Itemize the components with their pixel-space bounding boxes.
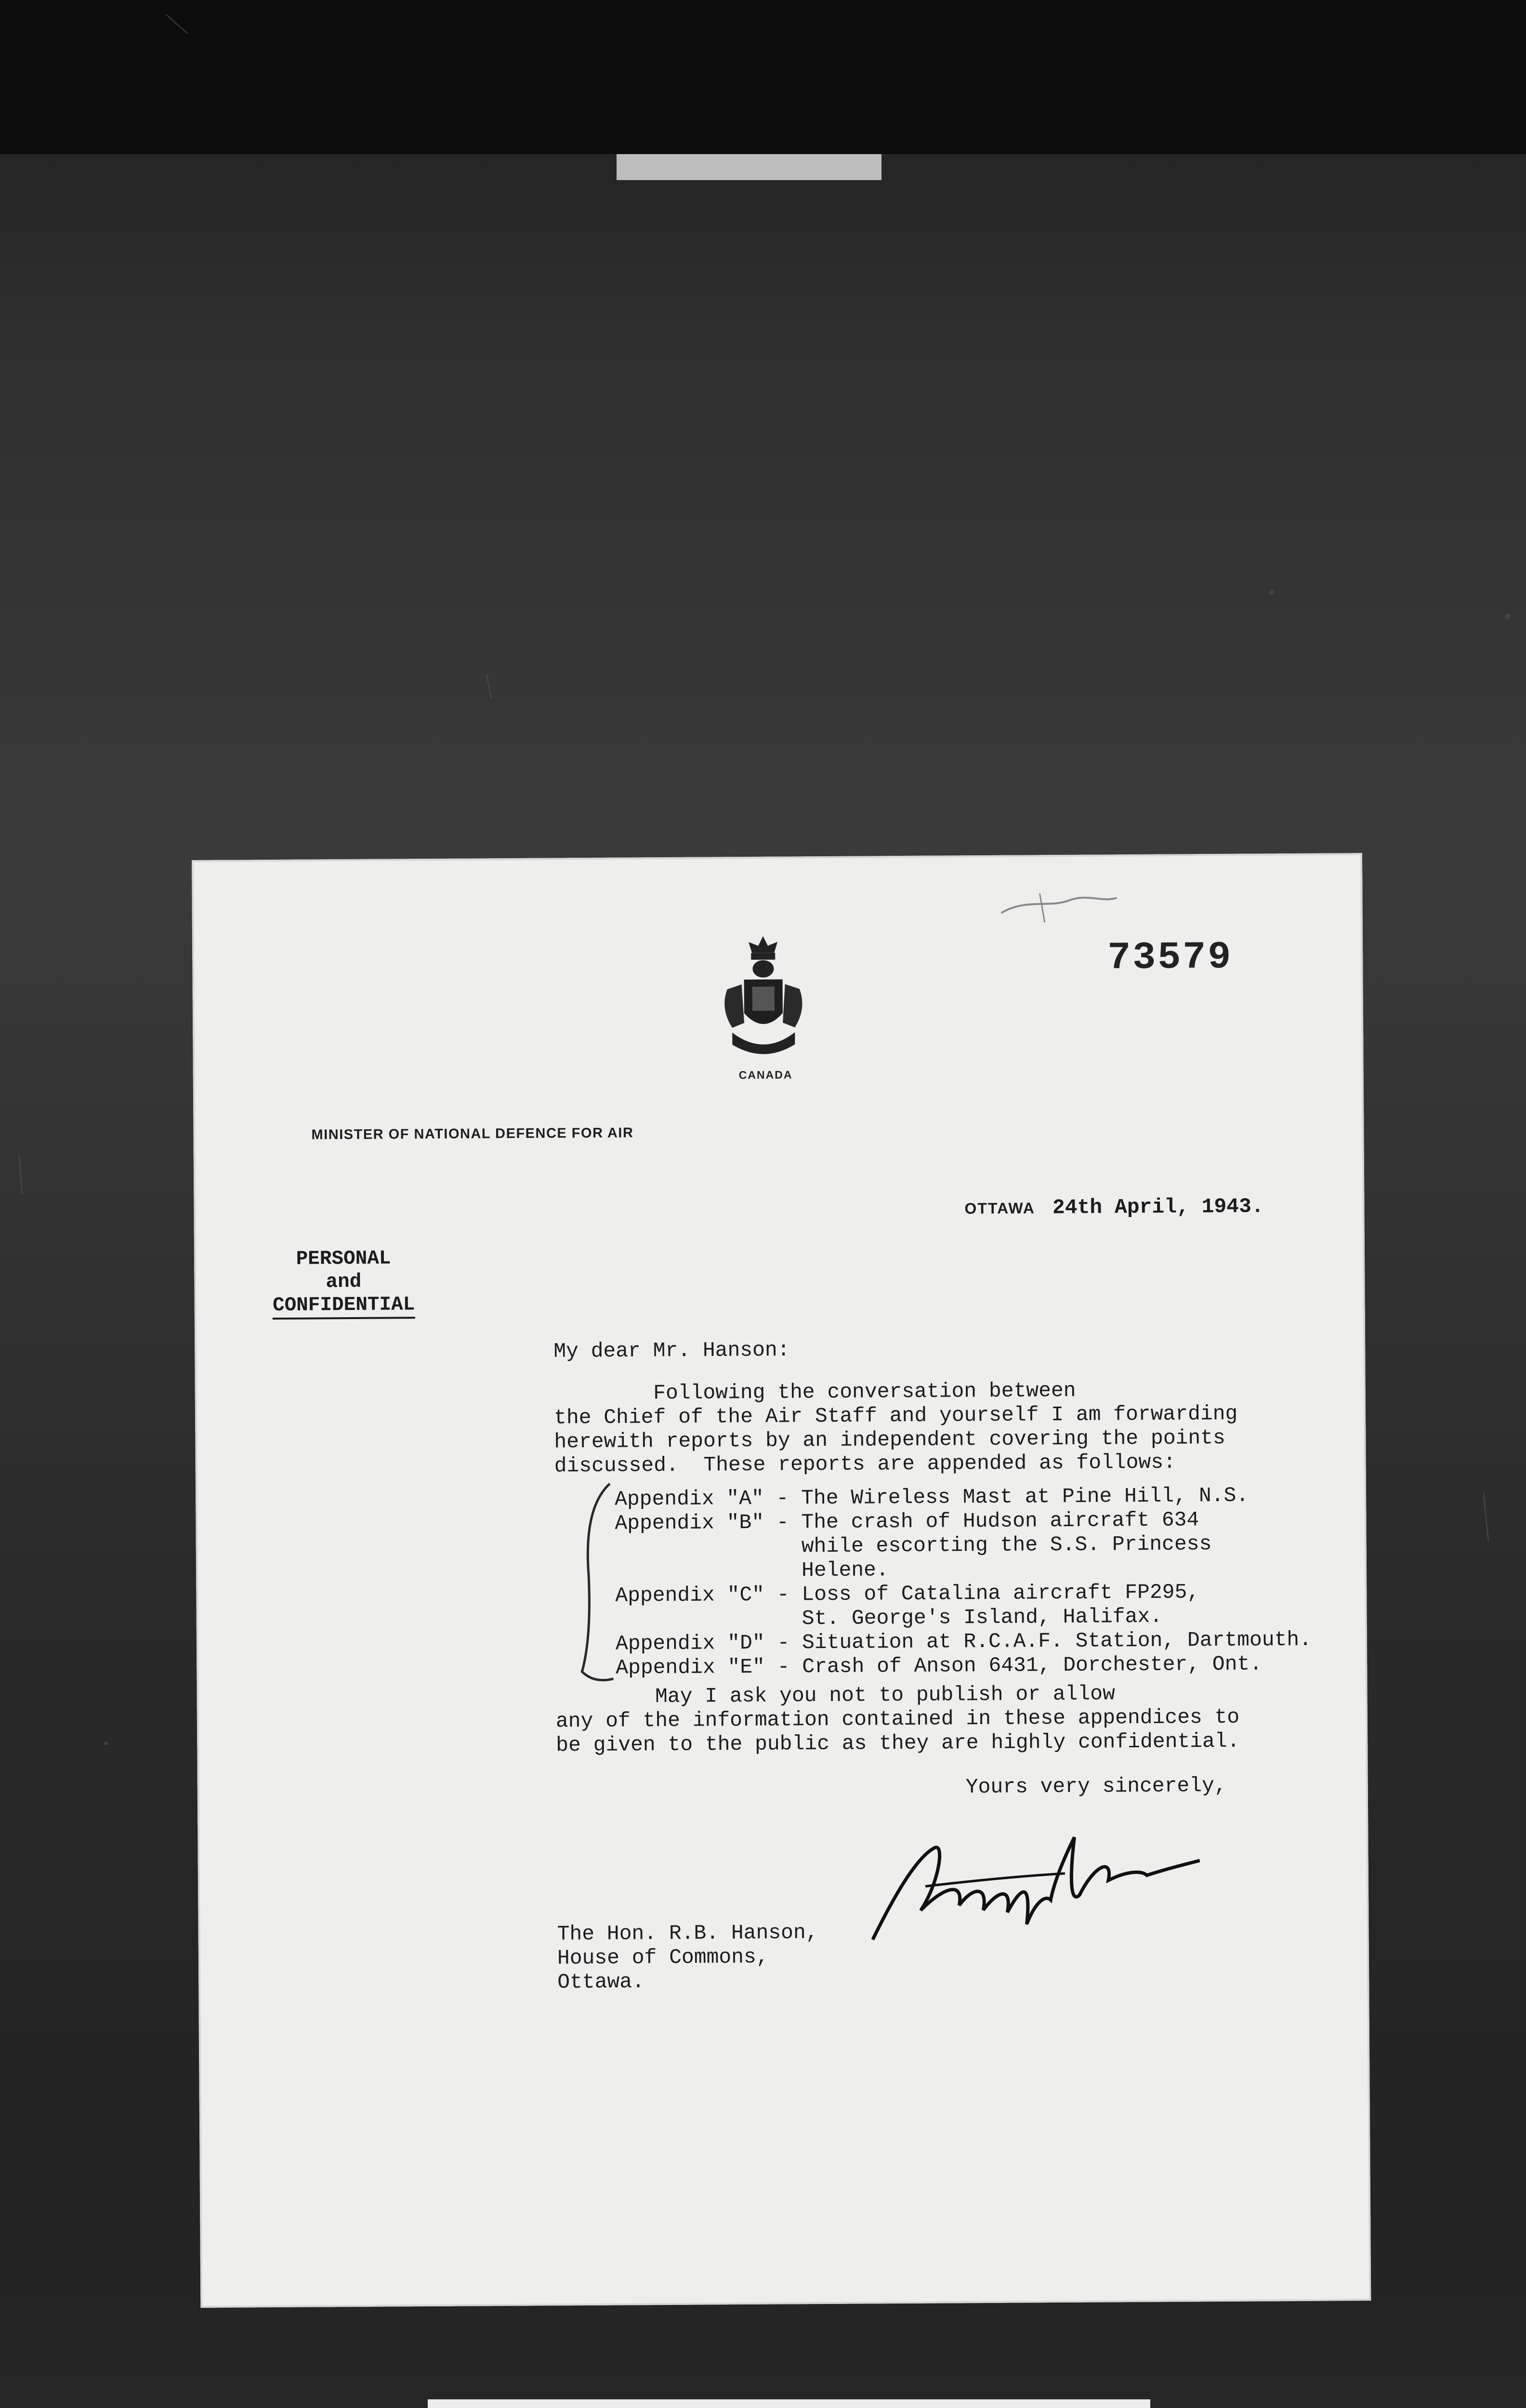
- confidential-line-2: and: [326, 1270, 362, 1294]
- coat-of-arms-icon: [717, 931, 810, 1066]
- appendix-line-1: Appendix "A" - The Wireless Mast at Pine Hill, N.S.: [614, 1483, 1249, 1511]
- film-top-band: [0, 0, 1526, 154]
- closing-paragraph-line-3: be given to the public as they are highly confidential.: [556, 1729, 1240, 1757]
- closing-paragraph-line-1: May I ask you not to publish or allow: [555, 1682, 1115, 1709]
- appendix-line-2: Appendix "B" - The crash of Hudson aircraft 634: [615, 1508, 1199, 1535]
- reference-number: 73579: [1107, 935, 1233, 981]
- confidential-marking: [264, 1247, 423, 1317]
- confidential-line-3: CONFIDENTIAL: [273, 1294, 415, 1320]
- letter-page: [192, 853, 1371, 2308]
- handwritten-bracket: [574, 1479, 618, 1687]
- dateline-city: OTTAWA: [964, 1199, 1036, 1217]
- pencil-annotation: [996, 883, 1122, 928]
- appendix-line-5: Appendix "C" - Loss of Catalina aircraft FP295,: [615, 1580, 1200, 1608]
- crest-label: CANADA: [738, 1068, 793, 1082]
- salutation: My dear Mr. Hanson:: [553, 1338, 790, 1363]
- appendix-line-3: while escorting the S.S. Princess: [615, 1532, 1212, 1559]
- appendix-line-4: Helene.: [615, 1558, 889, 1584]
- intro-line-4: discussed. These reports are appended as follows:: [554, 1450, 1176, 1478]
- handwritten-signature: [862, 1827, 1210, 1954]
- confidential-line-1: PERSONAL: [296, 1247, 391, 1270]
- letterhead-title: MINISTER OF NATIONAL DEFENCE FOR AIR: [311, 1125, 634, 1143]
- closing-paragraph-line-2: any of the information contained in these appendices to: [555, 1705, 1240, 1733]
- volume-label-strip: [428, 2399, 1150, 2408]
- film-top-tab: [617, 154, 881, 180]
- addressee-line-3: Ottawa.: [557, 1970, 645, 1994]
- intro-line-3: herewith reports by an independent covering the points: [554, 1426, 1225, 1454]
- intro-line-2: the Chief of the Air Staff and yourself I am forwarding: [553, 1401, 1238, 1430]
- appendix-line-8: Appendix "E" - Crash of Anson 6431, Dorchester, Ont.: [616, 1652, 1263, 1680]
- dateline: [964, 1194, 1263, 1220]
- appendix-line-6: St. George's Island, Halifax.: [615, 1604, 1163, 1632]
- complimentary-close: Yours very sincerely,: [965, 1773, 1227, 1799]
- dateline-date: 24th April, 1943.: [1052, 1194, 1264, 1220]
- appendix-line-7: Appendix "D" - Situation at R.C.A.F. Station, Dartmouth.: [615, 1627, 1312, 1656]
- intro-line-1: Following the conversation between: [553, 1378, 1076, 1406]
- addressee-line-2: House of Commons,: [557, 1945, 769, 1970]
- addressee-line-1: The Hon. R.B. Hanson,: [557, 1921, 818, 1946]
